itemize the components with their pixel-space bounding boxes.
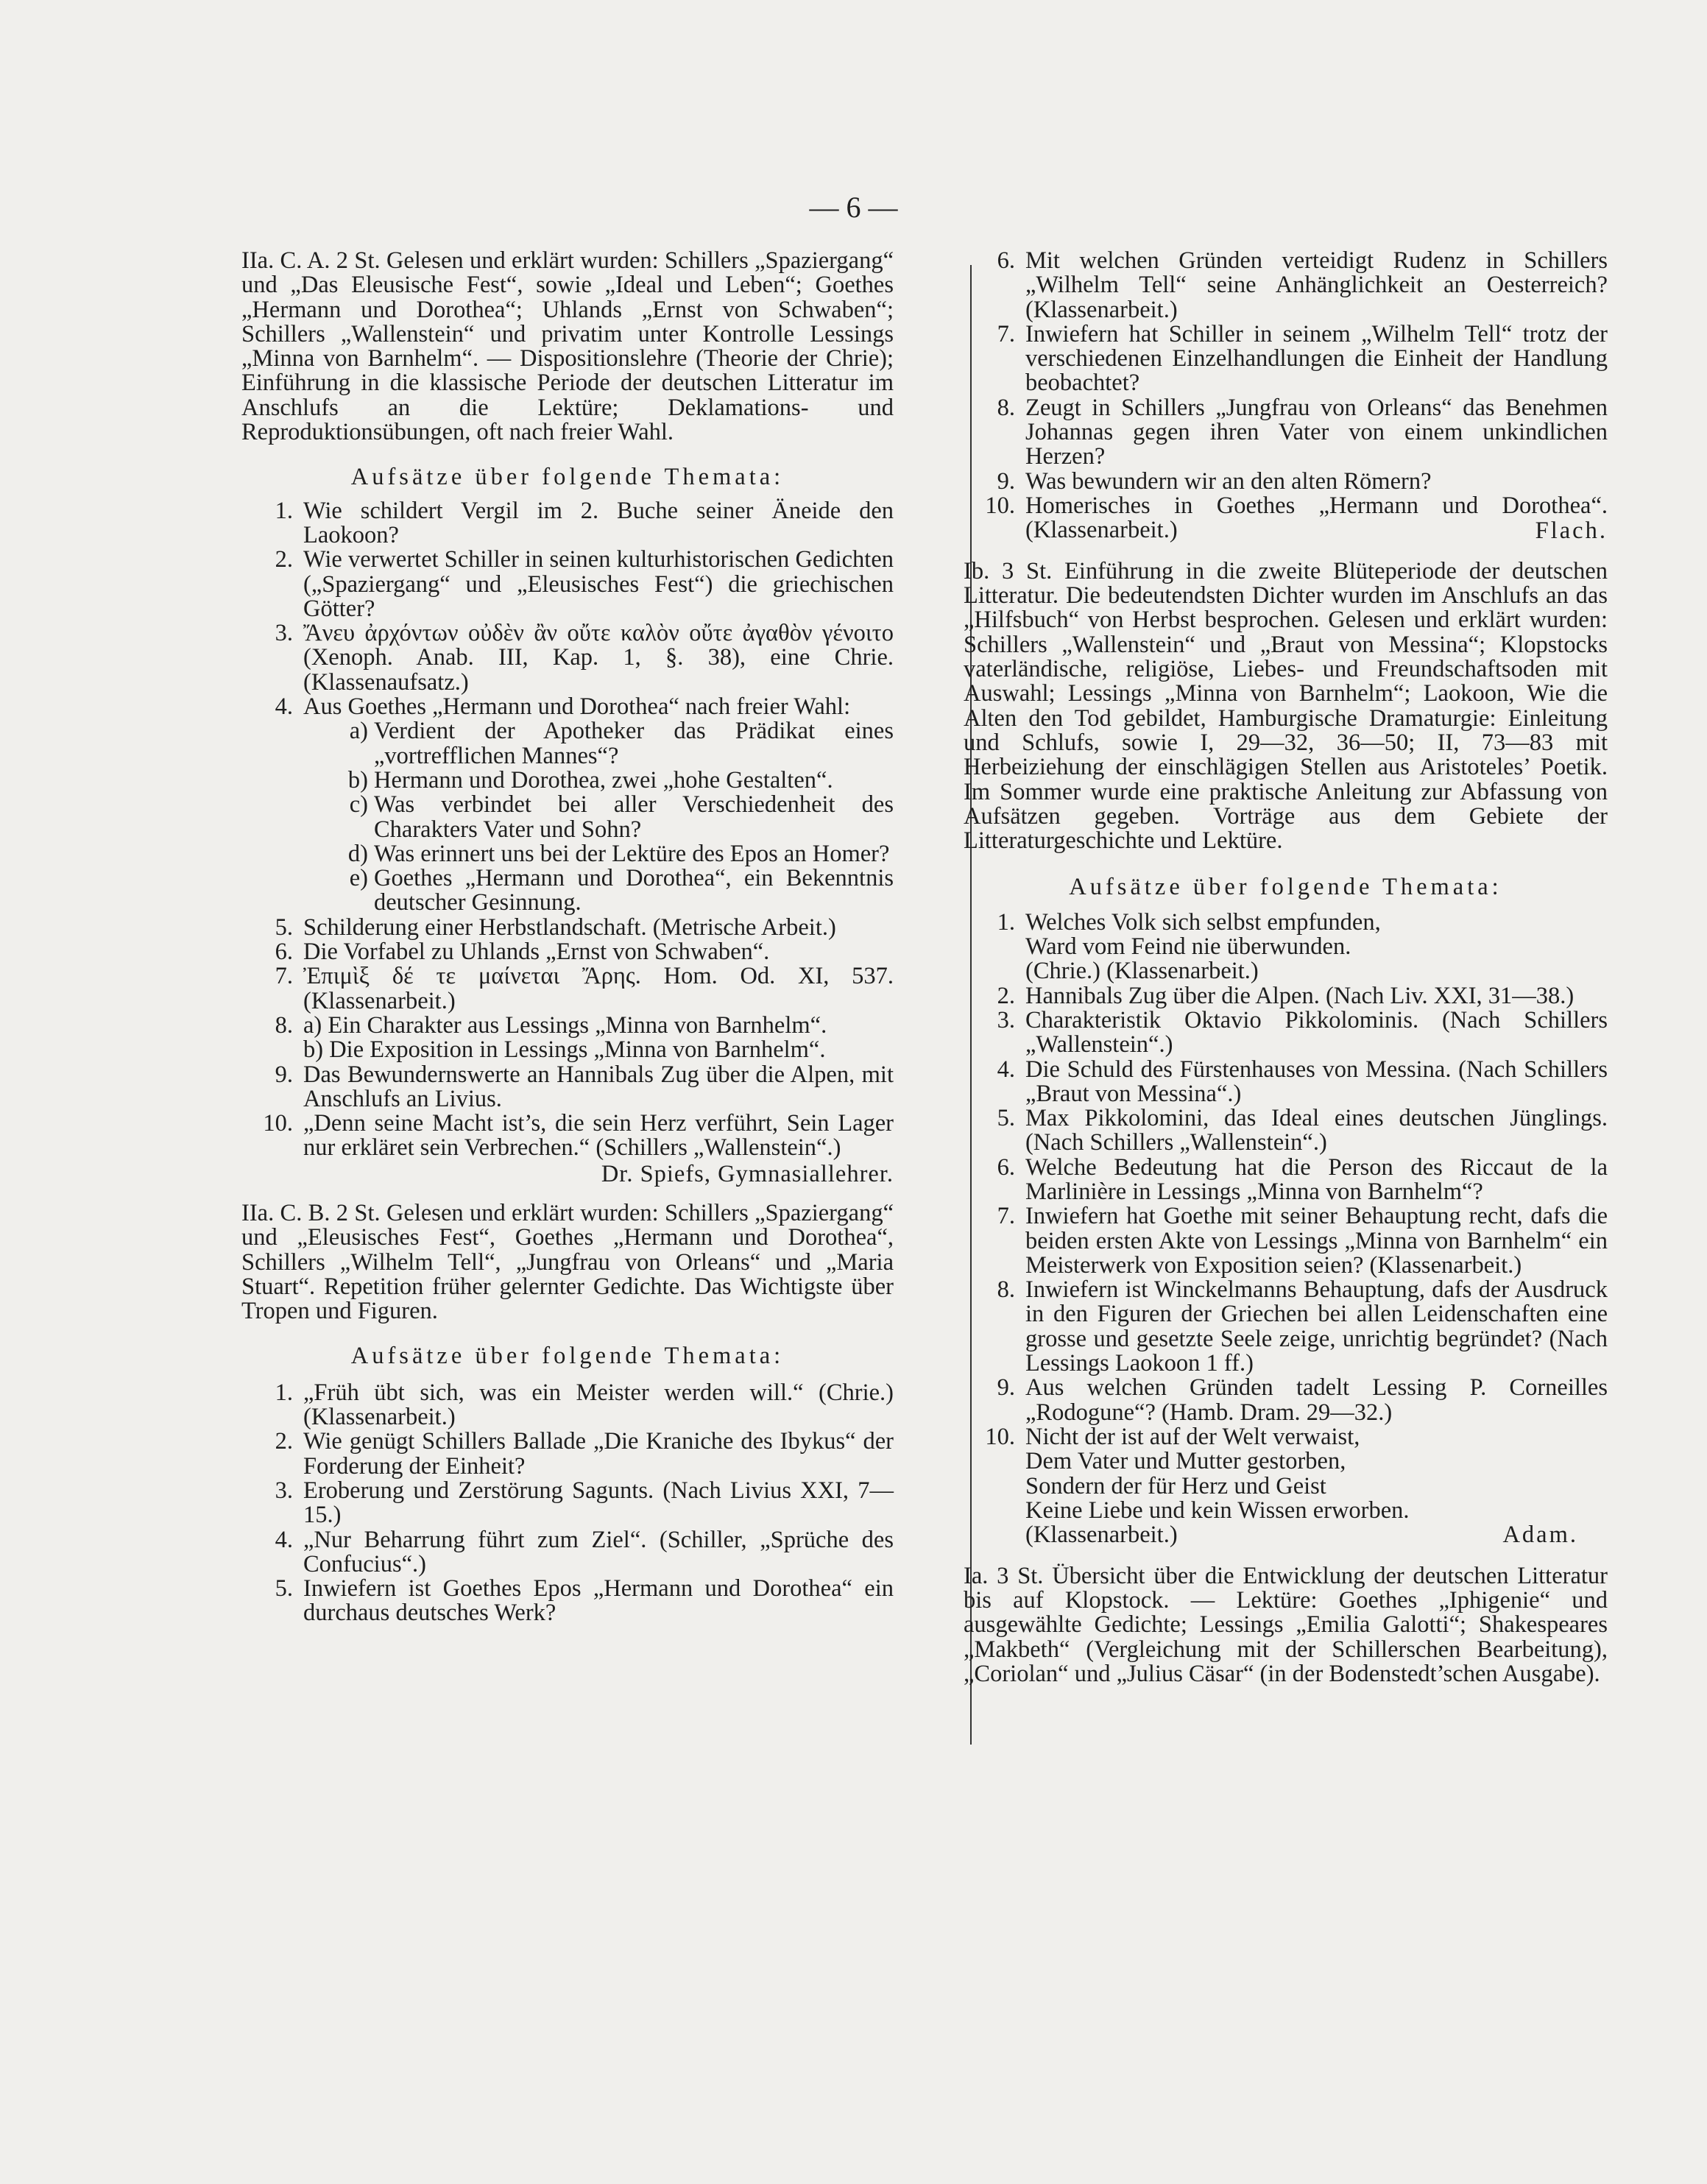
list-item: 6. Welche Bedeutung hat die Person des Riccaut de la Marlinière in Lessings „Minna von Barnhelm“? — [997, 1153, 1608, 1205]
section-iia-ca-intro: IIa. C. A. 2 St. Gelesen und erklärt wurden: Schillers „Spaziergang“ und „Das Eleusische Fest“, sowie „Ideal und Leben“; Goethes „Hermann und Dorothea“; Uhlands „Ernst von Schwaben“; Schillers „Wallenstein“ und privatim unter Kontrolle Lessings „Minna von Barnhelm“. — Dispositionslehre (Theorie der Chrie); Einführung in die klassische Periode der deutschen Litteratur im Anschlufs an die Lektüre; Deklamations- und Reproduktionsübungen, oft nach freier Wahl. — [241, 247, 894, 446]
section-iia-cb-heading: Aufsätze über folgende Themata: — [350, 1343, 785, 1370]
list-item: 4. „Nur Beharrung führt zum Ziel“. (Schiller, „Sprüche des Confucius“.) — [275, 1526, 894, 1577]
sub-item: d) Was erinnert uns bei der Lektüre des Epos an Homer? — [347, 840, 890, 867]
list-item: 8. Zeugt in Schillers „Jungfrau von Orleans“ das Benehmen Johannas gegen ihren Vater von einem unkindlichen Herzen? — [997, 394, 1608, 470]
list-item: 9. Was bewundern wir an den alten Römern? — [997, 467, 1432, 495]
signature-spiefs: Dr. Spiefs, Gymnasiallehrer. — [601, 1160, 894, 1187]
section-ia-intro: Ia. 3 St. Übersicht über die Entwicklung der deutschen Litteratur bis auf Klopstock. — Lektüre: Goethes „Iphigenie“ und ausgewählte Gedichte; Lessings „Emilia Galotti“; Shakespeares „Makbeth“ (Vergleichung mit der Schillerschen Bearbeitung), „Coriolan“ und „Julius Cäsar“ (in der Bodenstedt’schen Ausgabe). — [964, 1562, 1608, 1687]
sub-item: b) Hermann und Dorothea, zwei „hohe Gestalten“. — [347, 766, 833, 794]
list-item: 2. Wie verwertet Schiller in seinen kulturhistorischen Gedichten („Spaziergang“ und „Eleusisches Fest“) die griechischen Götter? — [275, 546, 894, 622]
sub-item: e) Goethes „Hermann und Dorothea“, ein Bekenntnis deutscher Gesinnung. — [349, 865, 894, 916]
section-ib-intro: Ib. 3 St. Einführung in die zweite Blüteperiode der deutschen Litteratur. Die bedeutendsten Dichter wurden im Anschlufs an das „Hilfsbuch“ von Herbst besprochen. Gelesen und erklärt wurden: Schillers „Wallenstein“ und „Braut von Messina“; Klopstocks vaterländische, religiöse, Liebes- und Freundschaftsoden mit Auswahl; Lessings „Minna von Barnhelm“; Laokoon, Wie die Alten den Tod gebildet, Hamburgische Dramaturgie: Einleitung und Schlufs, sowie I, 29—32, 36—50; II, 73—83 mit Herbeiziehung der einschlägigen Stellen aus Aristoteles’ Poetik. Im Sommer wurde eine praktische Anleitung zur Abfassung von Aufsätzen gegeben. Vorträge aus dem Gebiete der Litteraturgeschichte und Lektüre. — [964, 557, 1608, 855]
list-item: 7. Inwiefern hat Goethe mit seiner Behauptung recht, dafs die beiden ersten Akte von Lessings „Minna von Barnhelm“ ein Meisterwerk von Exposition seien? (Klassenarbeit.) — [997, 1203, 1608, 1279]
sub-item: c) Was verbindet bei aller Verschiedenheit des Charakters Vater und Sohn? — [349, 791, 894, 843]
list-item: 3. Eroberung und Zerstörung Sagunts. (Nach Livius XXI, 7—15.) — [275, 1477, 894, 1529]
list-item: 3. Ἄνευ ἀρχόντων οὐδὲν ἂν οὔτε καλὸν οὔτε ἀγαθὸν γένοιτο (Xenoph. Anab. III, Kap. 1, §. 38), eine Chrie. (Klassenaufsatz.) — [275, 620, 894, 696]
section-iia-cb-list — [241, 1381, 894, 1626]
list-item: 10. Homerisches in Goethes „Hermann und Dorothea“. (Klassenarbeit.) — [985, 492, 1608, 544]
list-item: b) Die Exposition in Lessings „Minna von Barnhelm“. — [303, 1036, 826, 1064]
section-iia-ca-list — [241, 499, 894, 1161]
signature-adam: Adam. — [1502, 1522, 1578, 1549]
list-item: 4. Die Schuld des Fürstenhauses von Messina. (Nach Schillers „Braut von Messina“.) — [997, 1056, 1608, 1107]
list-item: 6. Die Vorfabel zu Uhlands „Ernst von Schwaben“. — [275, 939, 770, 966]
list-item: 2. Hannibals Zug über die Alpen. (Nach Liv. XXI, 31—38.) — [997, 982, 1575, 1009]
list-item: 1. „Früh übt sich, was ein Meister werden will.“ (Chrie.) (Klassenarbeit.) — [275, 1379, 894, 1431]
right-column — [964, 249, 1608, 1686]
signature-flach: Flach. — [1535, 517, 1608, 544]
list-item: 1. Welches Volk sich selbst empfunden, Ward vom Feind nie überwunden. (Chrie.) (Klassenarbeit.) — [997, 908, 1381, 985]
list-item: 1. Wie schildert Vergil im 2. Buche seiner Äneide den Laokoon? — [275, 497, 894, 548]
list-item: 6. Mit welchen Gründen verteidigt Rudenz in Schillers „Wilhelm Tell“ seine Anhänglichkeit an Oesterreich? (Klassenarbeit.) — [997, 247, 1608, 323]
list-item: 9. Das Bewundernswerte an Hannibals Zug über die Alpen, mit Anschlufs an Livius. — [275, 1061, 894, 1112]
list-item: 10. Nicht der ist auf der Welt verwaist, Dem Vater und Mutter gestorben, Sondern der für Herz und Geist Keine Liebe und kein Wissen erworben. (Klassenarbeit.) — [985, 1423, 1410, 1549]
section-iia-ca-heading: Aufsätze über folgende Themata: — [350, 464, 785, 491]
page-number: — 6 — — [809, 191, 898, 224]
section-ib-heading: Aufsätze über folgende Themata: — [1069, 874, 1502, 901]
list-item: 2. Wie genügt Schillers Ballade „Die Kraniche des Ibykus“ der Forderung der Einheit? — [275, 1428, 894, 1480]
list-item: 4. Aus Goethes „Hermann und Dorothea“ nach freier Wahl: — [275, 693, 851, 721]
list-item: 9. Aus welchen Gründen tadelt Lessing P. Corneilles „Rodogune“? (Hamb. Dram. 29—32.) — [997, 1374, 1608, 1426]
left-column — [241, 249, 894, 1626]
list-item: 7. Ἐπιμὶξ δέ τε μαίνεται Ἄρης. Hom. Od. XI, 537. (Klassenarbeit.) — [275, 963, 894, 1014]
list-item: 7. Inwiefern hat Schiller in seinem „Wilhelm Tell“ trotz der verschiedenen Einzelhandlungen die Einheit der Handlung beobachtet? — [997, 320, 1608, 397]
list-item: 8. a) Ein Charakter aus Lessings „Minna von Barnhelm“. — [275, 1011, 827, 1039]
list-item: 8. Inwiefern ist Winckelmanns Behauptung, dafs der Ausdruck in den Figuren der Griechen bei allen Leidenschaften eine grosse und gesetzte Seele zeige, unrichtig begründet? (Nach Lessings Laokoon 1 ff.) — [997, 1276, 1608, 1377]
list-item: 5. Max Pikkolomini, das Ideal eines deutschen Jünglings. (Nach Schillers „Wallenstein“.) — [997, 1105, 1608, 1156]
list-item: 3. Charakteristik Oktavio Pikkolominis. (Nach Schillers „Wallenstein“.) — [997, 1006, 1608, 1059]
list-item: 5. Inwiefern ist Goethes Epos „Hermann und Dorothea“ ein durchaus deutsches Werk? — [275, 1575, 894, 1627]
sub-item: a) Verdient der Apotheker das Prädikat eines „vortrefflichen Mannes“? — [349, 718, 894, 769]
list-item: 5. Schilderung einer Herbstlandschaft. (Metrische Arbeit.) — [275, 913, 836, 941]
section-iia-cb-intro: IIa. C. B. 2 St. Gelesen und erklärt wurden: Schillers „Spaziergang“ und „Eleusisches Fest“, Goethes „Hermann und Dorothea“, Schillers „Wilhelm Tell“, „Jungfrau von Orleans“ und „Maria Stuart“. Repetition früher gelernter Gedichte. Das Wichtigste über Tropen und Figuren. — [241, 1199, 894, 1325]
list-item: 10. „Denn seine Macht ist’s, die sein Herz verführt, Sein Lager nur erkläret sein Verbrechen.“ (Schillers „Wallenstein“.) — [263, 1110, 894, 1162]
section-iia-top-list — [964, 249, 1608, 543]
section-ib-list — [964, 908, 1608, 1549]
